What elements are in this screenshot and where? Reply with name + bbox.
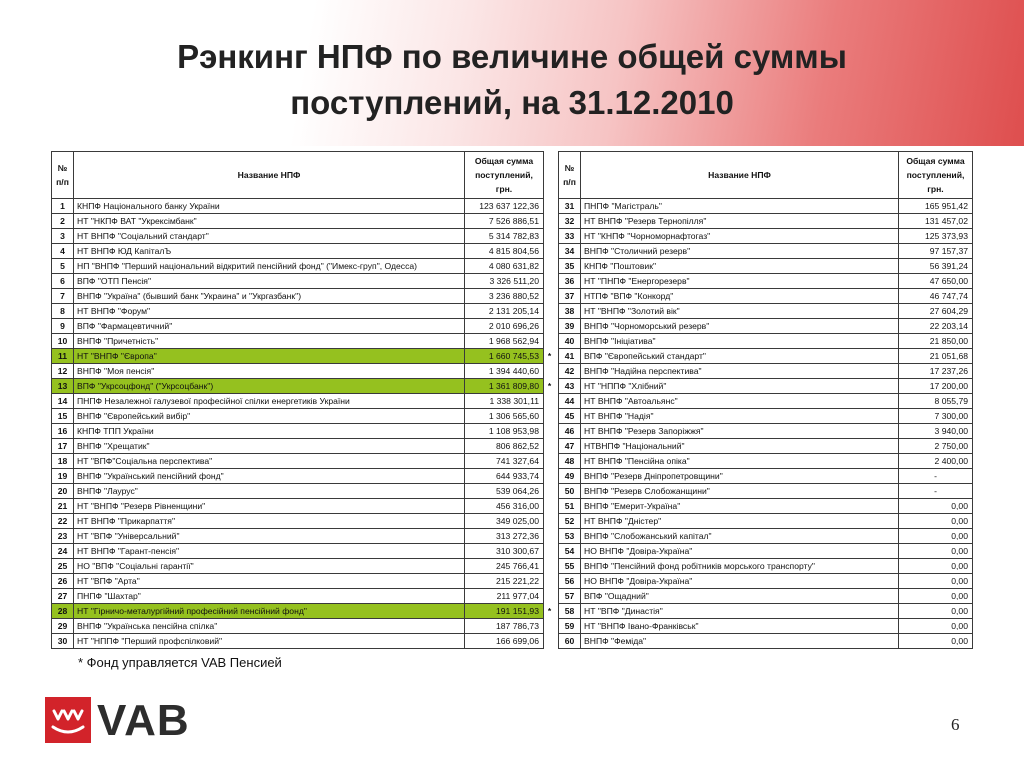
table-header-row [559, 152, 973, 199]
managed-marker [544, 289, 556, 304]
managed-marker [544, 244, 556, 259]
total-sum: 166 699,06 [465, 634, 544, 649]
managed-marker [544, 304, 556, 319]
table-row [559, 439, 973, 454]
total-sum: 0,00 [899, 589, 973, 604]
total-sum: 3 326 511,20 [465, 274, 544, 289]
total-sum: 245 766,41 [465, 559, 544, 574]
rank-number: 50 [559, 484, 581, 499]
total-sum: 4 815 804,56 [465, 244, 544, 259]
table-header-row [52, 152, 556, 199]
total-sum: - [899, 469, 973, 484]
rank-number: 37 [559, 289, 581, 304]
title-line-2: поступлений, на 31.12.2010 [290, 84, 734, 121]
table-row [52, 199, 556, 214]
header-fund-name: Название НПФ [74, 152, 465, 199]
table-row [52, 514, 556, 529]
fund-name: НТ ВНПФ "Пенсійна опіка" [581, 454, 899, 469]
total-sum: 0,00 [899, 619, 973, 634]
rank-number: 35 [559, 259, 581, 274]
fund-name: НП "ВНПФ "Перший національний відкритий пенсійний фонд" ("Имекс-груп", Одесса) [74, 259, 465, 274]
table-row [559, 304, 973, 319]
rank-number: 44 [559, 394, 581, 409]
table-row [52, 394, 556, 409]
fund-name: КНПФ "Поштовик" [581, 259, 899, 274]
rank-number: 39 [559, 319, 581, 334]
rank-number: 56 [559, 574, 581, 589]
fund-name: НТ "ВПФ"Соціальна перспектива" [74, 454, 465, 469]
rank-number: 20 [52, 484, 74, 499]
table-row [52, 289, 556, 304]
table-row [559, 469, 973, 484]
table-row [52, 274, 556, 289]
total-sum: 27 604,29 [899, 304, 973, 319]
table-row [559, 529, 973, 544]
total-sum: 310 300,67 [465, 544, 544, 559]
total-sum: 47 650,00 [899, 274, 973, 289]
managed-marker [544, 439, 556, 454]
rank-number: 14 [52, 394, 74, 409]
total-sum: 1 968 562,94 [465, 334, 544, 349]
table-row [559, 454, 973, 469]
total-sum: 1 361 809,80 [465, 379, 544, 394]
total-sum: 22 203,14 [899, 319, 973, 334]
rank-number: 22 [52, 514, 74, 529]
rank-number: 30 [52, 634, 74, 649]
fund-name: ВНПФ "Лаурус" [74, 484, 465, 499]
rank-number: 36 [559, 274, 581, 289]
header-number: № п/п [52, 152, 74, 199]
fund-name: КНПФ ТПП України [74, 424, 465, 439]
fund-name: ВНПФ "Моя пенсія" [74, 364, 465, 379]
table-row [559, 214, 973, 229]
fund-name: НТ ВНПФ "Форум" [74, 304, 465, 319]
table-row [52, 424, 556, 439]
fund-name: НТ "Гірничо-металургійний професійний пенсійний фонд" [74, 604, 465, 619]
rank-number: 60 [559, 634, 581, 649]
rank-number: 38 [559, 304, 581, 319]
table-row [559, 229, 973, 244]
rank-number: 25 [52, 559, 74, 574]
rank-number: 1 [52, 199, 74, 214]
managed-marker [544, 364, 556, 379]
rank-number: 49 [559, 469, 581, 484]
total-sum: 21 051,68 [899, 349, 973, 364]
table-row [52, 364, 556, 379]
fund-name: НТВНПФ "Національний" [581, 439, 899, 454]
table-row [52, 619, 556, 634]
total-sum: 0,00 [899, 529, 973, 544]
total-sum: 3 236 880,52 [465, 289, 544, 304]
table-row [559, 619, 973, 634]
managed-marker [544, 319, 556, 334]
managed-marker [544, 619, 556, 634]
total-sum: 349 025,00 [465, 514, 544, 529]
managed-marker [544, 574, 556, 589]
rank-number: 45 [559, 409, 581, 424]
rank-number: 26 [52, 574, 74, 589]
rank-number: 6 [52, 274, 74, 289]
managed-marker [544, 499, 556, 514]
table-row [52, 634, 556, 649]
fund-name: НТ "НППФ "Хлібний" [581, 379, 899, 394]
rank-number: 11 [52, 349, 74, 364]
fund-name: НТ ВНПФ "Дністер" [581, 514, 899, 529]
total-sum: 539 064,26 [465, 484, 544, 499]
table-row [52, 334, 556, 349]
fund-name: ПНПФ Незалежної галузевої професійної спілки енергетиків України [74, 394, 465, 409]
rank-number: 18 [52, 454, 74, 469]
table-row [559, 364, 973, 379]
rank-number: 4 [52, 244, 74, 259]
table-row [52, 244, 556, 259]
managed-marker [544, 454, 556, 469]
ranking-table-left [51, 151, 556, 649]
rank-number: 41 [559, 349, 581, 364]
fund-name: НТ ВНПФ ЮД КапіталЪ [74, 244, 465, 259]
rank-number: 40 [559, 334, 581, 349]
table-row [559, 499, 973, 514]
rank-number: 24 [52, 544, 74, 559]
total-sum: 0,00 [899, 574, 973, 589]
rank-number: 21 [52, 499, 74, 514]
fund-name: ВНПФ "Феміда" [581, 634, 899, 649]
footnote: * Фонд управляется VAB Пенсией [78, 655, 282, 670]
total-sum: 5 314 782,83 [465, 229, 544, 244]
total-sum: 2 400,00 [899, 454, 973, 469]
total-sum: 1 338 301,11 [465, 394, 544, 409]
managed-marker [544, 409, 556, 424]
rank-number: 55 [559, 559, 581, 574]
total-sum: 1 306 565,60 [465, 409, 544, 424]
table-row [559, 559, 973, 574]
fund-name: ВНПФ "Слобожанський капітал" [581, 529, 899, 544]
table-row [52, 529, 556, 544]
table-row [52, 454, 556, 469]
rank-number: 7 [52, 289, 74, 304]
managed-marker [544, 259, 556, 274]
table-row [559, 319, 973, 334]
rank-number: 43 [559, 379, 581, 394]
rank-number: 48 [559, 454, 581, 469]
managed-marker [544, 334, 556, 349]
total-sum: 165 951,42 [899, 199, 973, 214]
rank-number: 9 [52, 319, 74, 334]
fund-name: НТ "ВНПФ "Золотий вік" [581, 304, 899, 319]
table-row [52, 604, 556, 619]
total-sum: 0,00 [899, 544, 973, 559]
rank-number: 3 [52, 229, 74, 244]
table-row [52, 484, 556, 499]
rank-number: 54 [559, 544, 581, 559]
managed-marker [544, 484, 556, 499]
managed-marker [544, 529, 556, 544]
rank-number: 10 [52, 334, 74, 349]
fund-name: НО ВНПФ "Довіра-Україна" [581, 574, 899, 589]
total-sum: 1 394 440,60 [465, 364, 544, 379]
rank-number: 29 [52, 619, 74, 634]
table-row [52, 379, 556, 394]
table-row [52, 259, 556, 274]
total-sum: 17 237,26 [899, 364, 973, 379]
total-sum: 2 010 696,26 [465, 319, 544, 334]
managed-marker [544, 544, 556, 559]
fund-name: НТ ВНПФ "Резерв Тернопілля" [581, 214, 899, 229]
table-row [559, 274, 973, 289]
total-sum: 456 316,00 [465, 499, 544, 514]
rank-number: 32 [559, 214, 581, 229]
managed-marker [544, 559, 556, 574]
fund-name: ВНПФ "Чорноморський резерв" [581, 319, 899, 334]
table-row [52, 574, 556, 589]
rank-number: 52 [559, 514, 581, 529]
total-sum: 21 850,00 [899, 334, 973, 349]
table-row [52, 304, 556, 319]
table-row [559, 199, 973, 214]
rank-number: 42 [559, 364, 581, 379]
fund-name: НТ "КНПФ "Чорноморнафтогаз" [581, 229, 899, 244]
total-sum: 4 080 631,82 [465, 259, 544, 274]
fund-name: ВНПФ "Українська пенсійна спілка" [74, 619, 465, 634]
fund-name: ПНПФ "Магістраль" [581, 199, 899, 214]
page-title [0, 34, 1024, 126]
table-row [559, 334, 973, 349]
table-row [559, 424, 973, 439]
fund-name: ВПФ "Фармацевтичний" [74, 319, 465, 334]
fund-name: НТ "НППФ "Перший профспілковий" [74, 634, 465, 649]
managed-marker [544, 424, 556, 439]
total-sum: 0,00 [899, 604, 973, 619]
fund-name: ВНПФ "Український пенсійний фонд" [74, 469, 465, 484]
fund-name: КНПФ Національного банку України [74, 199, 465, 214]
total-sum: 8 055,79 [899, 394, 973, 409]
rank-number: 34 [559, 244, 581, 259]
total-sum: 17 200,00 [899, 379, 973, 394]
fund-name: НТ "ВПФ "Арта" [74, 574, 465, 589]
rank-number: 59 [559, 619, 581, 634]
total-sum: 125 373,93 [899, 229, 973, 244]
rank-number: 46 [559, 424, 581, 439]
total-sum: 2 750,00 [899, 439, 973, 454]
managed-marker [544, 229, 556, 244]
fund-name: НО ВНПФ "Довіра-Україна" [581, 544, 899, 559]
total-sum: 0,00 [899, 634, 973, 649]
fund-name: НО "ВПФ "Соціальні гарантії" [74, 559, 465, 574]
fund-name: НТ ВНПФ "Надія" [581, 409, 899, 424]
fund-name: ВНПФ "Ініціатива" [581, 334, 899, 349]
rank-number: 17 [52, 439, 74, 454]
rank-number: 57 [559, 589, 581, 604]
table-row [559, 409, 973, 424]
total-sum: 56 391,24 [899, 259, 973, 274]
total-sum: 0,00 [899, 499, 973, 514]
rank-number: 2 [52, 214, 74, 229]
managed-marker [544, 514, 556, 529]
table-row [559, 349, 973, 364]
total-sum: 2 131 205,14 [465, 304, 544, 319]
fund-name: ВПФ "Європейський стандарт" [581, 349, 899, 364]
total-sum: 131 457,02 [899, 214, 973, 229]
fund-name: ВНПФ "Європейський вибір" [74, 409, 465, 424]
fund-name: НТПФ "ВПФ "Конкорд" [581, 289, 899, 304]
total-sum: 0,00 [899, 514, 973, 529]
total-sum: 806 862,52 [465, 439, 544, 454]
total-sum: 123 637 122,36 [465, 199, 544, 214]
managed-marker [544, 274, 556, 289]
rank-number: 28 [52, 604, 74, 619]
fund-name: НТ ВНПФ "Гарант-пенсія" [74, 544, 465, 559]
table-row [559, 259, 973, 274]
rank-number: 5 [52, 259, 74, 274]
total-sum: 211 977,04 [465, 589, 544, 604]
fund-name: НТ "ВНПФ "Європа" [74, 349, 465, 364]
fund-name: ВПФ "Укрсоцфонд" ("Укрсоцбанк") [74, 379, 465, 394]
table-row [559, 604, 973, 619]
fund-name: ВНПФ "Україна" (бывший банк "Украина" и "Укргазбанк") [74, 289, 465, 304]
fund-name: НТ "ВНПФ "Резерв Рівненщини" [74, 499, 465, 514]
total-sum: 0,00 [899, 559, 973, 574]
table-row [559, 379, 973, 394]
table-row [52, 469, 556, 484]
table-row [52, 349, 556, 364]
vab-logo-mark-icon [45, 697, 91, 743]
fund-name: НТ "ВНПФ Івано-Франківськ" [581, 619, 899, 634]
fund-name: НТ "ПНПФ "Енергорезерв" [581, 274, 899, 289]
fund-name: ВПФ "Ощадний" [581, 589, 899, 604]
fund-name: ВНПФ "Надійна перспектива" [581, 364, 899, 379]
table-row [52, 319, 556, 334]
total-sum: 7 526 886,51 [465, 214, 544, 229]
header-total-sum: Общая сумма поступлений, грн. [899, 152, 973, 199]
fund-name: ВНПФ "Причетність" [74, 334, 465, 349]
rank-number: 51 [559, 499, 581, 514]
ranking-table-left-body [52, 199, 556, 649]
rank-number: 15 [52, 409, 74, 424]
fund-name: НТ ВНПФ "Резерв Запоріжжя" [581, 424, 899, 439]
fund-name: ВНПФ "Столичний резерв" [581, 244, 899, 259]
table-row [52, 499, 556, 514]
rank-number: 8 [52, 304, 74, 319]
total-sum: 1 660 745,53 [465, 349, 544, 364]
header-fund-name: Название НПФ [581, 152, 899, 199]
fund-name: НТ ВНПФ "Соціальний стандарт" [74, 229, 465, 244]
managed-marker [544, 634, 556, 649]
fund-name: ВПФ "ОТП Пенсія" [74, 274, 465, 289]
fund-name: НТ "ВПФ "Універсальний" [74, 529, 465, 544]
ranking-table-right [558, 151, 973, 649]
title-line-1: Рэнкинг НПФ по величине общей суммы [177, 38, 847, 75]
header-total-sum: Общая сумма поступлений, грн. [465, 152, 544, 199]
managed-marker: * [547, 351, 552, 361]
table-row [52, 214, 556, 229]
managed-marker [544, 394, 556, 409]
fund-name: ВНПФ "Резерв Слобожанщини" [581, 484, 899, 499]
table-row [559, 589, 973, 604]
managed-marker: * [547, 606, 552, 616]
total-sum: 7 300,00 [899, 409, 973, 424]
table-row [52, 559, 556, 574]
managed-marker [544, 199, 556, 214]
total-sum: 191 151,93 [465, 604, 544, 619]
fund-name: ПНПФ "Шахтар" [74, 589, 465, 604]
fund-name: НТ "НКПФ ВАТ "Укрексімбанк" [74, 214, 465, 229]
managed-marker [544, 214, 556, 229]
fund-name: НТ "ВПФ "Династія" [581, 604, 899, 619]
rank-number: 53 [559, 529, 581, 544]
total-sum: - [899, 484, 973, 499]
table-row [52, 229, 556, 244]
fund-name: НТ ВНПФ "Автоальянс" [581, 394, 899, 409]
table-row [559, 574, 973, 589]
header-number: № п/п [559, 152, 581, 199]
table-row [52, 439, 556, 454]
total-sum: 1 108 953,98 [465, 424, 544, 439]
vab-logo [45, 697, 215, 745]
total-sum: 187 786,73 [465, 619, 544, 634]
vab-logo-text: VAB [97, 696, 190, 745]
table-row [52, 544, 556, 559]
total-sum: 215 221,22 [465, 574, 544, 589]
fund-name: НТ ВНПФ "Прикарпаття" [74, 514, 465, 529]
table-row [559, 244, 973, 259]
table-row [559, 514, 973, 529]
rank-number: 12 [52, 364, 74, 379]
total-sum: 644 933,74 [465, 469, 544, 484]
rank-number: 23 [52, 529, 74, 544]
ranking-table-right-body [559, 199, 973, 649]
total-sum: 313 272,36 [465, 529, 544, 544]
rank-number: 19 [52, 469, 74, 484]
table-row [559, 484, 973, 499]
rank-number: 58 [559, 604, 581, 619]
rank-number: 16 [52, 424, 74, 439]
fund-name: ВНПФ "Хрещатик" [74, 439, 465, 454]
managed-marker [544, 469, 556, 484]
fund-name: ВНПФ "Пенсійний фонд робітників морського транспорту" [581, 559, 899, 574]
table-row [559, 394, 973, 409]
table-row [559, 289, 973, 304]
total-sum: 3 940,00 [899, 424, 973, 439]
fund-name: ВНПФ "Резерв Дніпропетровщини" [581, 469, 899, 484]
rank-number: 27 [52, 589, 74, 604]
rank-number: 13 [52, 379, 74, 394]
table-row [52, 409, 556, 424]
rank-number: 31 [559, 199, 581, 214]
table-row [52, 589, 556, 604]
total-sum: 97 157,37 [899, 244, 973, 259]
fund-name: ВНПФ "Емерит-Україна" [581, 499, 899, 514]
table-row [559, 634, 973, 649]
rank-number: 47 [559, 439, 581, 454]
managed-marker: * [547, 381, 552, 391]
total-sum: 46 747,74 [899, 289, 973, 304]
table-row [559, 544, 973, 559]
total-sum: 741 327,64 [465, 454, 544, 469]
managed-marker [544, 589, 556, 604]
rank-number: 33 [559, 229, 581, 244]
page-number: 6 [951, 715, 960, 734]
